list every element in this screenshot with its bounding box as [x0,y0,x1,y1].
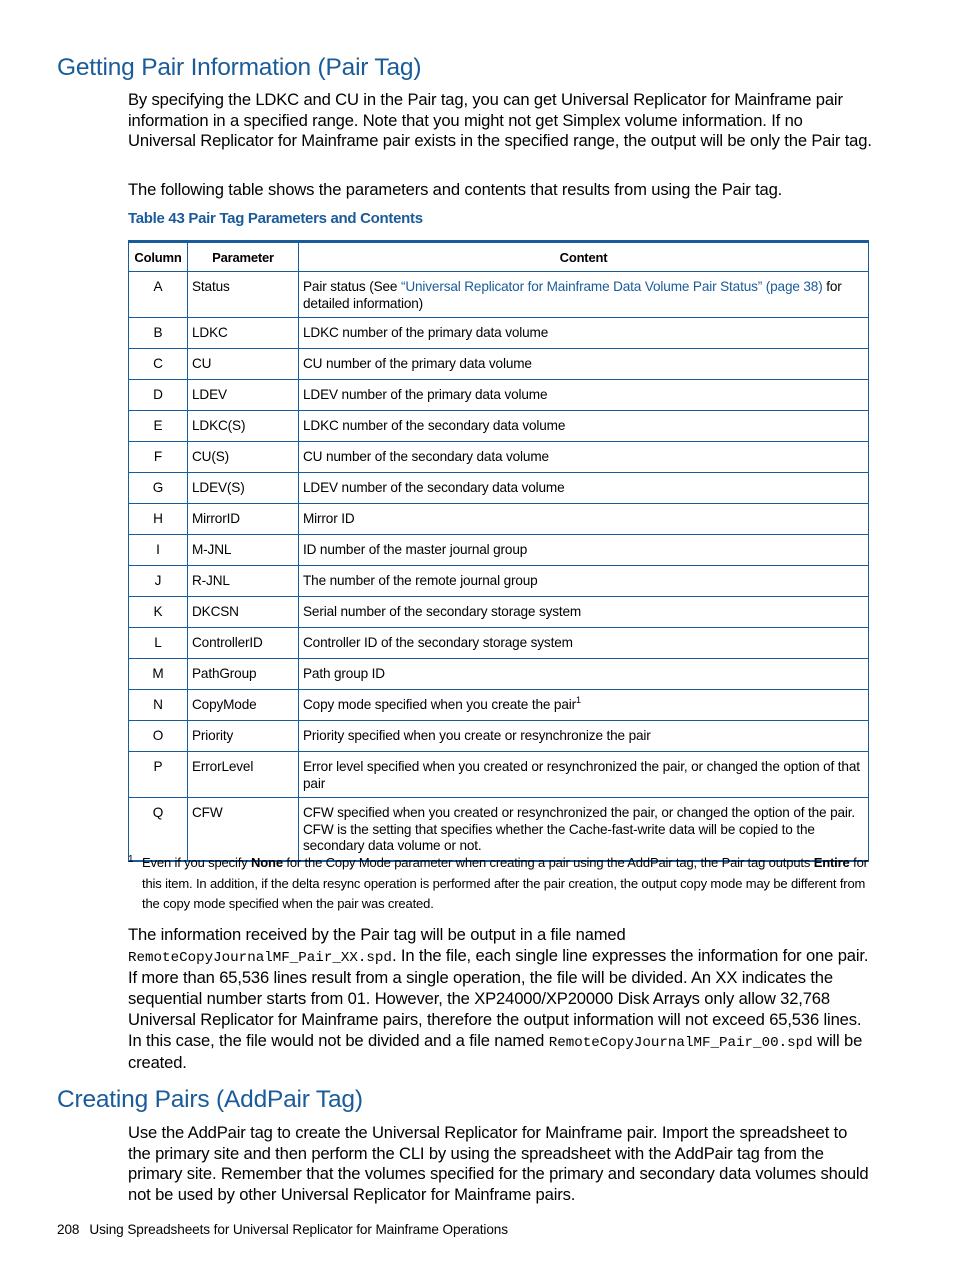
cell-content [299,535,869,566]
cell-content [299,349,869,380]
table-row [129,690,869,721]
table-row [129,349,869,380]
cell-column: L [129,628,188,659]
filename-00: RemoteCopyJournalMF_Pair_00.spd [548,1034,813,1051]
table-intro-paragraph: The following table shows the parameters and contents that results from using the Pair tag. [128,180,783,199]
cell-parameter: PathGroup [188,659,299,690]
table-row [129,798,869,861]
table-row [129,628,869,659]
content-text: CU number of the secondary data volume [303,448,549,464]
footnote-bold-none: None [251,855,283,870]
table-row [129,473,869,504]
para-part: The information received by the Pair tag will be output in a file named [128,925,626,944]
addpair-paragraph: Use the AddPair tag to create the Universal Replicator for Mainframe pair. Import the spreadsheet to the primary site and then perform the CLI by using the spreadsheet with the AddPair tag from the primary site. Remember that the volumes specified for the primary and secondary data volumes should not be used by other Universal Replicator for Mainframe pairs. [128,1123,869,1205]
cell-content [299,411,869,442]
cell-content [299,442,869,473]
table-row [129,272,869,318]
cell-content [299,798,869,861]
page-number: 208 [57,1222,80,1237]
cell-parameter: ErrorLevel [188,752,299,798]
cell-column: E [129,411,188,442]
content-text: LDEV number of the primary data volume [303,386,548,402]
content-text: Copy mode specified when you create the pair [303,696,576,712]
filename-xx: RemoteCopyJournalMF_Pair_XX.spd [128,949,392,966]
table-row [129,566,869,597]
content-text: Path group ID [303,665,385,681]
table-row [129,535,869,566]
cell-parameter: CU [188,349,299,380]
content-text: ID number of the master journal group [303,541,528,557]
cell-parameter: DKCSN [188,597,299,628]
footnote-part: Even if you specify [142,855,251,870]
intro-paragraph: By specifying the LDKC and CU in the Pair tag, you can get Universal Replicator for Mainframe pair information in a specified range. Note that you might not get Simplex volume information. If no Universal Replicator for Mainframe pair exists in the specified range, the output will be only the Pair tag. [128,90,872,151]
header-parameter: Parameter [188,242,299,272]
table-row [129,659,869,690]
content-text: Mirror ID [303,510,355,526]
table-row [129,318,869,349]
cell-column: J [129,566,188,597]
footnote-mark: 1 [128,854,134,865]
cell-parameter: ControllerID [188,628,299,659]
content-text: The number of the remote journal group [303,572,538,588]
cell-column: A [129,272,188,318]
cell-column: O [129,721,188,752]
footnote-ref: 1 [576,694,581,705]
cell-content [299,380,869,411]
cell-column: H [129,504,188,535]
content-text: LDKC number of the primary data volume [303,324,549,340]
footer-title: Using Spreadsheets for Universal Replicator for Mainframe Operations [89,1222,508,1237]
content-text: Pair status (See [303,279,401,294]
cell-parameter: LDKC [188,318,299,349]
footnote-part: for this item. In addition, if the delta resync operation is performed after the pair creation, the output copy mode may be different from the copy mode specified when the pair was created. [142,855,868,912]
cell-parameter: M-JNL [188,535,299,566]
cell-column: C [129,349,188,380]
footnote-bold-entire: Entire [813,855,850,870]
table-header-row [129,242,869,272]
footnote-part: for the Copy Mode parameter when creating a pair using the AddPair tag, the Pair tag outputs [282,855,814,870]
cell-content [299,566,869,597]
cell-column: D [129,380,188,411]
section-title-pair-tag: Getting Pair Information (Pair Tag) [57,54,422,81]
cell-parameter: CFW [188,798,299,861]
cell-column: M [129,659,188,690]
content-text: Serial number of the secondary storage system [303,603,582,619]
cell-content [299,318,869,349]
cell-content [299,272,869,318]
table-row [129,752,869,798]
content-text: Priority specified when you create or resynchronize the pair [303,727,651,743]
cell-content [299,721,869,752]
page-footer [57,1222,508,1237]
table-row [129,504,869,535]
table-footnote [128,853,873,915]
table-row [129,380,869,411]
table-row [129,411,869,442]
section-title-addpair-tag: Creating Pairs (AddPair Tag) [57,1086,363,1113]
table-row [129,597,869,628]
cell-content [299,752,869,798]
cell-content [299,628,869,659]
content-text: CFW specified when you created or resynchronized the pair, or changed the option of the pair. CFW is the setting that specifies whether the Cache-fast-write data will be copied to the secondary data volume or not. [303,805,856,853]
cell-content [299,473,869,504]
cell-parameter: CopyMode [188,690,299,721]
content-text: Controller ID of the secondary storage system [303,634,573,650]
header-content: Content [299,242,869,272]
pair-status-link[interactable]: “Universal Replicator for Mainframe Data Volume Pair Status” (page 38) [400,279,823,294]
para-part: . In the file, each single line expresses the information for one pair. If more than 65,536 lines result from a single operation, the file will be divided. An XX indicates the sequential number starts from 01. However, the XP24000/XP20000 Disk Arrays only allow 32,768 Universal Replicator for Mainframe pairs, therefore the output information will not exceed 65,536 lines. In this case, the file would not be divided and a file named [128,945,869,1050]
cell-column: I [129,535,188,566]
table-row [129,721,869,752]
content-text: LDKC number of the secondary data volume [303,417,566,433]
content-text: for detailed information) [303,279,842,311]
cell-parameter: LDKC(S) [188,411,299,442]
cell-content [299,690,869,721]
cell-parameter: MirrorID [188,504,299,535]
content-text: Error level specified when you created or resynchronized the pair, or changed the option of that pair [303,759,860,791]
cell-parameter: LDEV(S) [188,473,299,504]
footnote-text [142,853,873,915]
table-row [129,442,869,473]
cell-parameter: Priority [188,721,299,752]
cell-parameter: LDEV [188,380,299,411]
cell-column: G [129,473,188,504]
cell-column: Q [129,798,188,861]
cell-content [299,597,869,628]
cell-parameter: CU(S) [188,442,299,473]
output-file-paragraph [128,925,873,1074]
header-column: Column [129,242,188,272]
cell-column: P [129,752,188,798]
cell-column: K [129,597,188,628]
table-caption: Table 43 Pair Tag Parameters and Contents [128,210,423,227]
cell-column: N [129,690,188,721]
content-text: LDEV number of the secondary data volume [303,479,565,495]
cell-parameter: Status [188,272,299,318]
cell-content [299,659,869,690]
content-text: CU number of the primary data volume [303,355,532,371]
cell-content [299,504,869,535]
pair-tag-table [128,240,869,862]
cell-column: F [129,442,188,473]
cell-column: B [129,318,188,349]
cell-parameter: R-JNL [188,566,299,597]
para-part: will be created. [128,1030,863,1073]
